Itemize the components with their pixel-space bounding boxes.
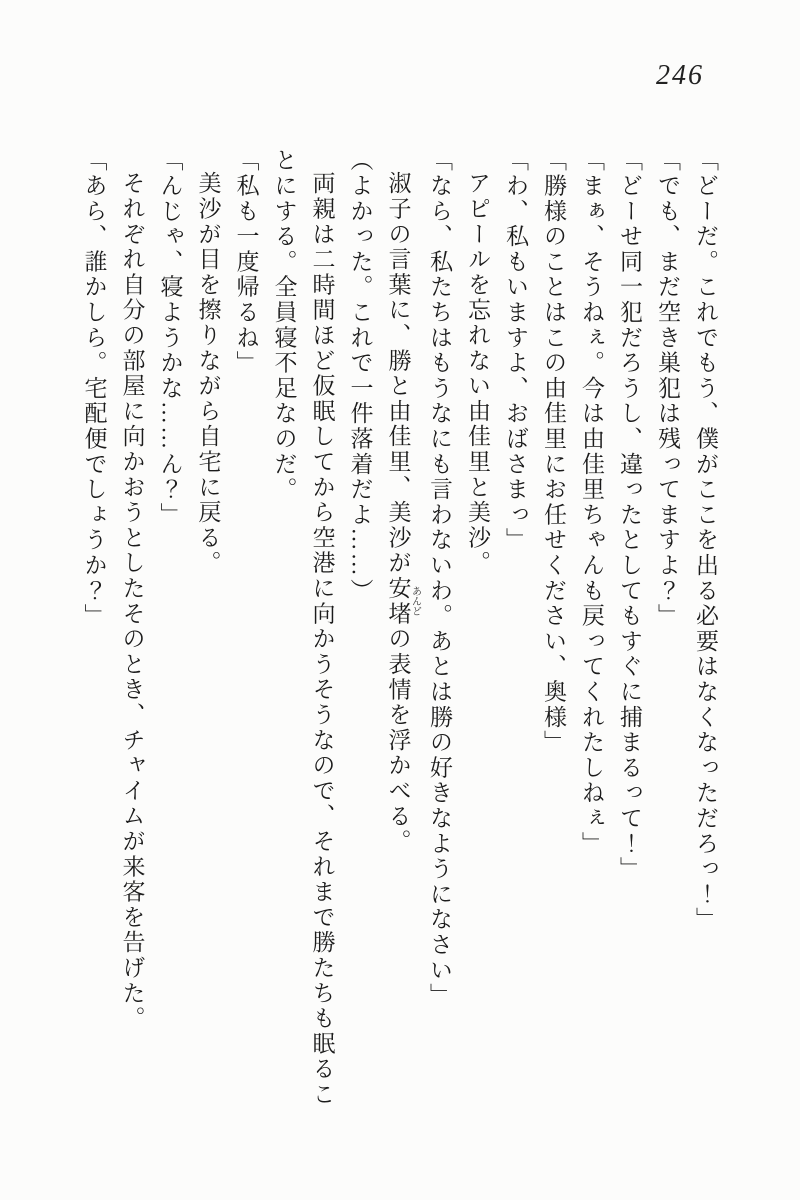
text-column: 「んじゃ、寝ようかな……ん？」 <box>157 148 183 528</box>
text-column: 「なら、私たちはもうなにも言わないわ。あとは勝の好きなようになさい」 <box>427 148 452 1009</box>
page-number: 246 <box>656 60 704 91</box>
text-column: とにする。全員寝不足なのだ。 <box>271 148 297 503</box>
text-column: 「どーせ同一犯だろうし、違ったとしてもすぐに捕まるって！」 <box>617 148 642 882</box>
text-column: 美沙が目を擦りながら自宅に戻る。 <box>195 171 221 576</box>
text-column: アピールを忘れない由佳里と美沙。 <box>465 171 490 576</box>
text-column: 「どーだ。これでもう、僕がここを出る必要はなくなっただろっ！」 <box>693 148 718 933</box>
text-column: 淑子の言葉に、勝と由佳里、美沙が安堵 あんどの表情を浮かべる。 <box>385 171 421 855</box>
furigana: あんど <box>409 575 421 627</box>
text-column: 「私も一度帰るね」 <box>233 148 259 376</box>
text-column: 「あら、誰かしら。宅配便でしょうか？」 <box>81 148 107 629</box>
text-column: （よかった。これで一件落着だよ……） <box>347 148 373 604</box>
text-column: 「でも、まだ空き巣犯は残ってますよ？」 <box>655 148 680 629</box>
text-column: 両親は二時間ほど仮眠してから空港に向かうそうなので、それまで勝たちも眠るこ <box>309 171 335 1108</box>
text-column: 「わ、私もいますよ、おばさまっ」 <box>503 148 528 553</box>
text-column: 「まぁ、そうねぇ。今は由佳里ちゃんも戻ってくれたしねぇ」 <box>579 148 604 857</box>
text-column: それぞれ自分の部屋に向かおうとしたそのとき、チャイムが来客を告げた。 <box>119 171 145 1032</box>
text-block <box>75 148 725 1123</box>
text-column: 「勝様のことはこの由佳里にお任せください、奥様」 <box>541 148 566 756</box>
ruby-annotated-word: 安堵 あんど <box>385 575 421 627</box>
